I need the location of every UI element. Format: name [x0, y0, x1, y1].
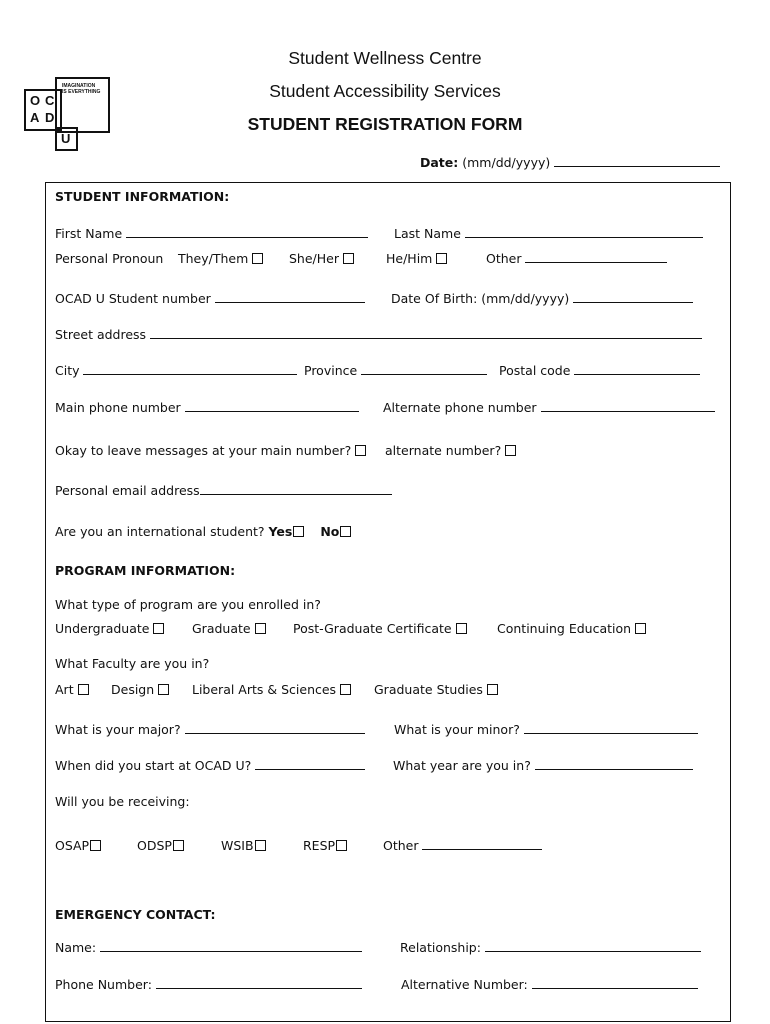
- province-label: Province: [304, 363, 358, 378]
- main-phone-field[interactable]: [185, 400, 359, 412]
- pronoun-they-option: [178, 251, 263, 266]
- emergency-heading: EMERGENCY CONTACT:: [55, 907, 216, 922]
- funding-other-label: Other: [383, 838, 419, 853]
- major-label: What is your major?: [55, 722, 181, 737]
- header-line-2: Student Accessibility Services: [269, 81, 501, 101]
- faculty-design-checkbox[interactable]: [158, 684, 169, 695]
- email-row: [55, 483, 392, 498]
- funding-odsp-option: [137, 838, 184, 853]
- first-name-label: First Name: [55, 226, 123, 241]
- email-field[interactable]: [200, 483, 392, 495]
- pronoun-he-checkbox[interactable]: [436, 253, 447, 264]
- minor-field[interactable]: [524, 722, 698, 734]
- city-field[interactable]: [83, 363, 297, 375]
- emergency-alt-label: Alternative Number:: [401, 977, 528, 992]
- emergency-alt-row: [401, 977, 698, 992]
- emergency-relationship-field[interactable]: [485, 940, 701, 952]
- faculty-grad-studies-label: Graduate Studies: [374, 682, 483, 697]
- funding-osap-checkbox[interactable]: [90, 840, 101, 851]
- intl-no-label: No: [320, 524, 340, 539]
- program-continuing-checkbox[interactable]: [635, 623, 646, 634]
- faculty-design-label: Design: [111, 682, 155, 697]
- province-row: [304, 363, 487, 378]
- funding-other-row: [383, 838, 542, 853]
- alt-phone-row: [383, 400, 715, 415]
- funding-wsib-checkbox[interactable]: [255, 840, 266, 851]
- messages-alt-checkbox[interactable]: [505, 445, 516, 456]
- date-field[interactable]: [554, 155, 720, 167]
- program-info-heading: PROGRAM INFORMATION:: [55, 563, 236, 578]
- emergency-relationship-label: Relationship:: [400, 940, 481, 955]
- messages-alt-label: alternate number?: [385, 443, 502, 458]
- intl-row: [55, 524, 351, 539]
- logo-tagline-1: IMAGINATION: [62, 83, 96, 89]
- logo-letter-u: U: [61, 131, 71, 146]
- funding-osap-option: [55, 838, 101, 853]
- funding-wsib-option: [221, 838, 266, 853]
- emergency-name-row: [55, 940, 362, 955]
- faculty-art-checkbox[interactable]: [78, 684, 89, 695]
- postal-field[interactable]: [574, 363, 700, 375]
- program-continuing-label: Continuing Education: [497, 621, 632, 636]
- funding-resp-option: [303, 838, 347, 853]
- form-title: STUDENT REGISTRATION FORM: [247, 114, 523, 134]
- student-info-heading: STUDENT INFORMATION:: [55, 189, 230, 204]
- dob-row: [391, 291, 693, 306]
- email-label: Personal email address: [55, 483, 200, 498]
- emergency-name-label: Name:: [55, 940, 97, 955]
- year-field[interactable]: [535, 758, 693, 770]
- alt-phone-field[interactable]: [541, 400, 715, 412]
- faculty-liberal-label: Liberal Arts & Sciences: [192, 682, 337, 697]
- dob-field[interactable]: [573, 291, 693, 303]
- program-continuing-option: [497, 621, 646, 636]
- major-row: [55, 722, 365, 737]
- intl-no-checkbox[interactable]: [340, 526, 351, 537]
- student-number-field[interactable]: [215, 291, 365, 303]
- postal-label: Postal code: [499, 363, 571, 378]
- program-postgrad-label: Post-Graduate Certificate: [293, 621, 452, 636]
- intl-question: Are you an international student?: [55, 524, 265, 539]
- program-postgrad-option: [293, 621, 467, 636]
- date-row: [420, 155, 720, 170]
- pronoun-they-label: They/Them: [178, 251, 249, 266]
- program-postgrad-checkbox[interactable]: [456, 623, 467, 634]
- program-graduate-checkbox[interactable]: [255, 623, 266, 634]
- messages-question: Okay to leave messages at your main number?: [55, 443, 352, 458]
- logo-tagline-2: IS EVERYTHING: [62, 89, 101, 95]
- pronoun-other-field[interactable]: [525, 251, 667, 263]
- minor-row: [394, 722, 698, 737]
- faculty-grad-studies-option: [374, 682, 498, 697]
- pronoun-she-label: She/Her: [289, 251, 339, 266]
- pronoun-other-row: [486, 251, 667, 266]
- year-label: What year are you in?: [393, 758, 531, 773]
- program-type-question: What type of program are you enrolled in?: [55, 597, 321, 612]
- messages-main-checkbox[interactable]: [355, 445, 366, 456]
- pronoun-she-option: [289, 251, 354, 266]
- faculty-art-label: Art: [55, 682, 74, 697]
- faculty-grad-studies-checkbox[interactable]: [487, 684, 498, 695]
- city-label: City: [55, 363, 80, 378]
- logo-letter-o: O: [30, 93, 41, 108]
- pronoun-label: Personal Pronoun: [55, 251, 164, 266]
- logo-letter-d: D: [45, 110, 55, 125]
- faculty-art-option: [55, 682, 89, 697]
- program-undergrad-option: [55, 621, 164, 636]
- student-number-label: OCAD U Student number: [55, 291, 211, 306]
- faculty-liberal-checkbox[interactable]: [340, 684, 351, 695]
- dob-label: Date Of Birth: (mm/dd/yyyy): [391, 291, 570, 306]
- minor-label: What is your minor?: [394, 722, 520, 737]
- header-line-1: Student Wellness Centre: [288, 48, 482, 68]
- pronoun-he-label: He/Him: [386, 251, 433, 266]
- funding-odsp-checkbox[interactable]: [173, 840, 184, 851]
- funding-resp-checkbox[interactable]: [336, 840, 347, 851]
- year-row: [393, 758, 693, 773]
- pronoun-she-checkbox[interactable]: [343, 253, 354, 264]
- pronoun-they-checkbox[interactable]: [252, 253, 263, 264]
- first-name-row: [55, 226, 368, 241]
- alt-phone-label: Alternate phone number: [383, 400, 537, 415]
- emergency-phone-label: Phone Number:: [55, 977, 152, 992]
- pronoun-other-label: Other: [486, 251, 522, 266]
- city-row: [55, 363, 297, 378]
- program-graduate-option: [192, 621, 266, 636]
- logo-letter-a: A: [30, 110, 40, 125]
- emergency-name-field[interactable]: [100, 940, 362, 952]
- major-field[interactable]: [185, 722, 365, 734]
- last-name-row: [394, 226, 703, 241]
- street-row: [55, 327, 702, 342]
- logo-letter-c: C: [45, 93, 55, 108]
- program-graduate-label: Graduate: [192, 621, 251, 636]
- emergency-relationship-row: [400, 940, 701, 955]
- messages-main-option: [55, 443, 366, 458]
- receiving-question: Will you be receiving:: [55, 794, 190, 809]
- intl-yes-label: Yes: [268, 524, 293, 539]
- postal-row: [499, 363, 700, 378]
- last-name-label: Last Name: [394, 226, 461, 241]
- date-format: (mm/dd/yyyy): [462, 155, 551, 170]
- funding-wsib-label: WSIB: [221, 838, 254, 853]
- faculty-design-option: [111, 682, 169, 697]
- province-field[interactable]: [361, 363, 487, 375]
- funding-osap-label: OSAP: [55, 838, 90, 853]
- emergency-alt-field[interactable]: [532, 977, 698, 989]
- intl-yes-checkbox[interactable]: [293, 526, 304, 537]
- program-undergrad-checkbox[interactable]: [153, 623, 164, 634]
- funding-odsp-label: ODSP: [137, 838, 172, 853]
- start-field[interactable]: [255, 758, 365, 770]
- emergency-phone-row: [55, 977, 362, 992]
- funding-other-field[interactable]: [422, 838, 542, 850]
- street-label: Street address: [55, 327, 147, 342]
- funding-resp-label: RESP: [303, 838, 336, 853]
- emergency-phone-field[interactable]: [156, 977, 362, 989]
- date-label: Date:: [420, 155, 459, 170]
- faculty-question: What Faculty are you in?: [55, 656, 210, 671]
- first-name-field[interactable]: [126, 226, 368, 238]
- main-phone-row: [55, 400, 359, 415]
- program-undergrad-label: Undergraduate: [55, 621, 150, 636]
- student-number-row: [55, 291, 365, 306]
- start-row: [55, 758, 365, 773]
- pronoun-he-option: [386, 251, 447, 266]
- start-label: When did you start at OCAD U?: [55, 758, 252, 773]
- last-name-field[interactable]: [465, 226, 703, 238]
- main-phone-label: Main phone number: [55, 400, 181, 415]
- faculty-liberal-option: [192, 682, 351, 697]
- street-field[interactable]: [150, 327, 702, 339]
- messages-alt-option: [385, 443, 516, 458]
